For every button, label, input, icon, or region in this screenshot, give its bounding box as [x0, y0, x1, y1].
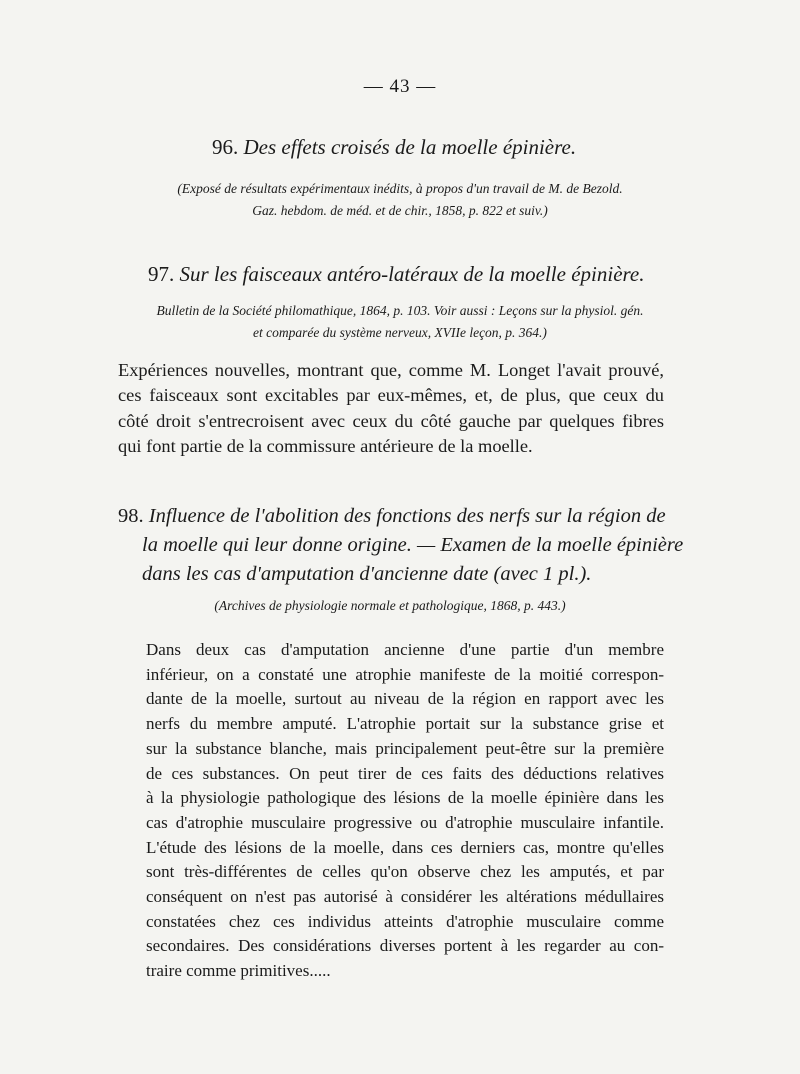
body-line: L'étude des lésions de la moelle, dans ces derniers cas, montre qu'elles	[146, 837, 664, 857]
entry-title-text: Sur les faisceaux antéro-latéraux de la moelle épinière.	[179, 262, 645, 286]
entry-96-reference	[105, 178, 695, 222]
reference-line: et comparée du système nerveux, XVIIe leçon, p. 364.)	[253, 325, 547, 340]
entry-number: 98.	[118, 505, 144, 527]
entry-title-text: dans les cas d'amputation d'ancienne date (avec 1 pl.).	[142, 563, 592, 585]
reference-line: (Exposé de résultats expérimentaux inédits, à propos d'un travail de M. de Bezold.	[177, 181, 623, 196]
entry-number: 97.	[148, 262, 175, 286]
body-line: Dans deux cas d'amputation ancienne d'une partie d'un membre	[146, 640, 664, 659]
entry-98-reference	[150, 595, 630, 617]
entry-title-text: Des effets croisés de la moelle épinière.	[243, 135, 577, 159]
reference-line: Gaz. hebdom. de méd. et de chir., 1858, p. 822 et suiv.)	[252, 203, 548, 218]
entry-97-title	[148, 260, 678, 289]
body-line: sont très-différentes de celles qu'on observe chez les amputés, et par	[146, 862, 664, 882]
page-number: — 43 —	[363, 76, 437, 97]
body-line: traire comme primitives.....	[146, 961, 331, 981]
body-line: cas d'atrophie musculaire progressive ou d'atrophie musculaire infantile.	[146, 812, 664, 832]
entry-96-title	[212, 133, 612, 162]
body-line: Expériences nouvelles, montrant que, comme M. Longet l'avait prouvé,	[118, 360, 664, 380]
body-line: qui font partie de la commissure antérieure de la moelle.	[118, 436, 533, 457]
reference-line: (Archives de physiologie normale et pathologique, 1868, p. 443.)	[214, 598, 566, 613]
body-line: constatées chez ces individus atteints d'atrophie musculaire comme	[146, 911, 664, 931]
entry-title-text: Influence de l'abolition des fonctions des nerfs sur la région de	[148, 505, 666, 527]
body-line: à la physiologie pathologique des lésions de la moelle épinière dans les	[146, 788, 664, 808]
body-line: nerfs du membre amputé. L'atrophie portait sur la substance grise et	[146, 714, 664, 734]
body-line: sur la substance blanche, mais principalement peut-être sur la première	[146, 738, 664, 758]
body-line: de ces substances. On peut tirer de ces faits des déductions relatives	[146, 763, 664, 783]
entry-98-title	[118, 502, 684, 589]
body-line: dante de la moelle, surtout au niveau de la région en rapport avec les	[146, 689, 664, 709]
body-line: côté droit s'entrecroisent avec ceux du côté gauche par quelques fibres	[118, 410, 664, 431]
entry-title-text: la moelle qui leur donne origine. — Examen de la moelle épinière	[142, 534, 684, 556]
entry-98-body	[146, 638, 664, 984]
body-line: ces faisceaux sont excitables par eux-mêmes, et, de plus, que ceux du	[118, 385, 664, 406]
body-line: inférieur, on a constaté une atrophie manifeste de la moitié correspon-	[146, 664, 664, 684]
entry-number: 96.	[212, 135, 239, 159]
reference-line: Bulletin de la Société philomathique, 1864, p. 103. Voir aussi : Leçons sur la physiol. gén.	[156, 303, 644, 318]
entry-97-body	[118, 358, 664, 460]
entry-97-reference	[110, 300, 690, 344]
body-line: secondaires. Des considérations diverses portent à les regarder au con-	[146, 936, 664, 956]
body-line: conséquent on n'est pas autorisé à considérer les altérations médullaires	[146, 887, 664, 907]
